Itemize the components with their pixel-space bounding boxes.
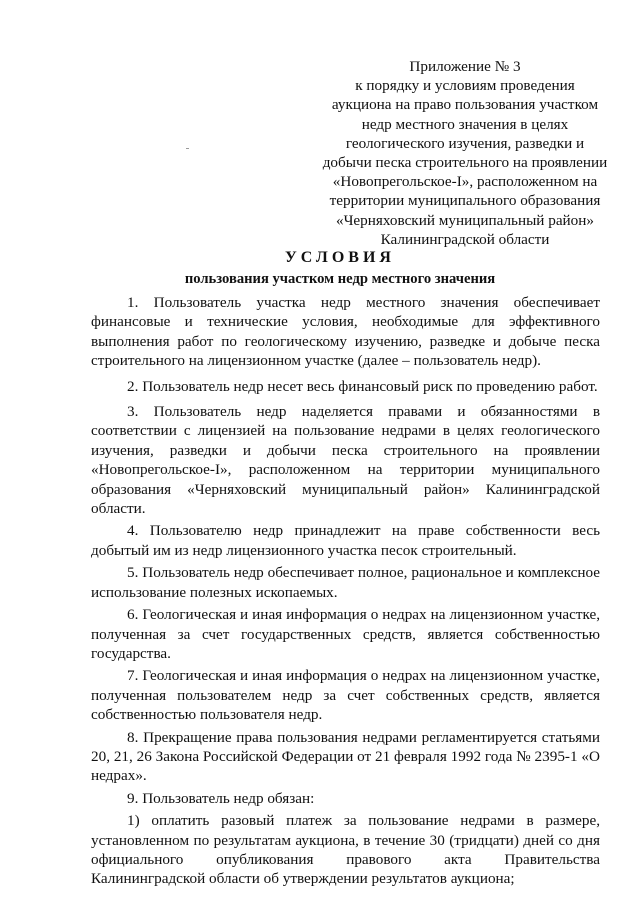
paragraph-9: 9. Пользователь недр обязан:	[127, 789, 315, 807]
paragraph-3: 3. Пользователь недр наделяется правами и обязанностями в соответствии с лицензией на пользование недрами в целях геологического изучения, разведки и добычи песка строительного на проявлении «Новопрегольское-I», расположенном на территории муниципального образования «Черняховский муниципальный район» Калининградской области.	[91, 403, 600, 518]
appendix-line: добычи песка строительного на проявлении	[322, 154, 608, 172]
paragraph-8: 8. Прекращение права пользования недрами регламентируется статьями 20, 21, 26 Закона Российской Федерации от 21 февраля 1992 года № 2395-1 «О недрах».	[91, 728, 600, 785]
appendix-line: к порядку и условиям проведения	[355, 77, 575, 95]
appendix-number: Приложение № 3	[409, 58, 521, 75]
paragraph-5: 5. Пользователь недр обеспечивает полное, рациональное и комплексное использование полезных ископаемых.	[91, 564, 600, 601]
scan-speck	[186, 148, 189, 149]
paragraph-9-1: 1) оплатить разовый платеж за пользование недрами в размере, установленном по результатам аукциона, в течение 30 (тридцати) дней со дня официального опубликования правового акта Правительства Калининградской области об утверждении результатов аукциона;	[91, 812, 600, 888]
appendix-line: недр местного значения в целях	[361, 115, 569, 133]
document-subtitle: пользования участком недр местного значения	[184, 271, 496, 287]
paragraph-4: 4. Пользователю недр принадлежит на праве собственности весь добытый им из недр лицензионного участка песок строительный.	[91, 522, 600, 559]
appendix-line: геологического изучения, разведки и	[345, 134, 585, 152]
paragraph-2: 2. Пользователь недр несет весь финансовый риск по проведению работ.	[127, 377, 598, 395]
appendix-line: «Новопрегольское-I», расположенном на	[332, 173, 598, 191]
appendix-line: аукциона на право пользования участком	[331, 96, 599, 114]
paragraph-1: 1. Пользователь участка недр местного значения обеспечивает финансовые и технические условия, необходимые для эффективного выполнения работ по геологическому изучению, разведке и добыче песка строительного на лицензионном участке (далее – пользователь недр).	[91, 294, 600, 370]
appendix-line: «Черняховский муниципальный район»	[335, 211, 595, 229]
document-title: УСЛОВИЯ	[285, 249, 395, 266]
appendix-header	[300, 57, 630, 249]
appendix-line: Калининградской области	[380, 230, 550, 248]
appendix-line: территории муниципального образования	[329, 192, 601, 210]
paragraph-6: 6. Геологическая и иная информация о недрах на лицензионном участке, полученная за счет государственных средств, является собственностью государства.	[91, 606, 600, 662]
paragraph-7: 7. Геологическая и иная информация о недрах на лицензионном участке, полученная пользователем недр за счет собственных средств, является собственностью пользователя недр.	[91, 667, 600, 724]
document-body	[91, 293, 600, 892]
